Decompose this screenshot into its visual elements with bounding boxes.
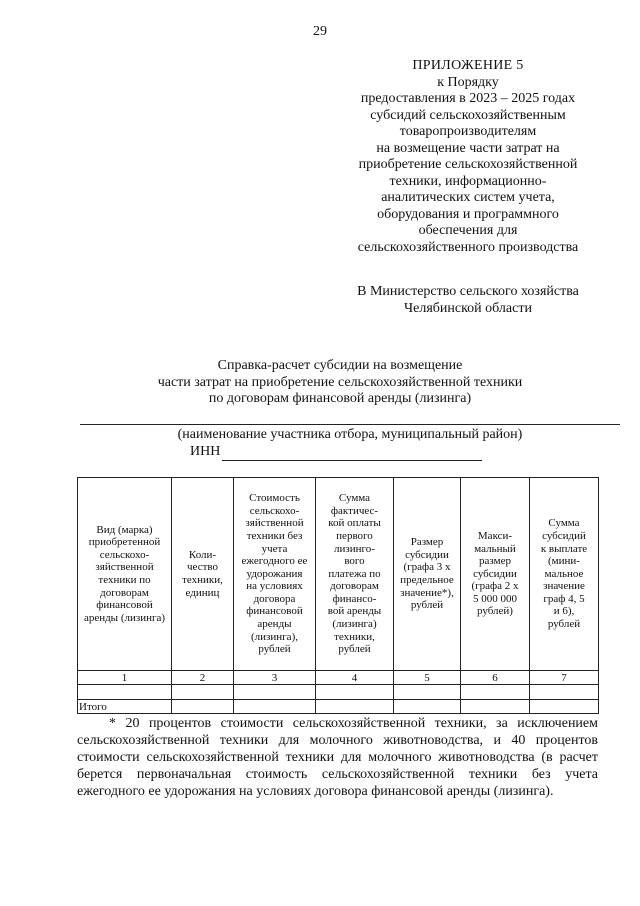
column-number: 3 [234, 671, 316, 685]
header-line: техники без [246, 529, 303, 542]
header-line: субсидии [405, 548, 449, 561]
document-title [60, 358, 620, 408]
document-title-line: части затрат на приобретение сельскохозяйственной техники [157, 374, 523, 390]
header-line: финансовой [96, 599, 153, 612]
column-number: 5 [394, 671, 461, 685]
table-cell [234, 700, 316, 714]
header-line: лизинго- [334, 542, 375, 555]
table-header-row [78, 478, 599, 671]
footnote [77, 715, 598, 800]
header-line: договорам [330, 580, 379, 593]
appendix-line: аналитических систем учета, [381, 190, 555, 205]
page-number: 29 [313, 24, 327, 39]
header-line: договорам [100, 586, 149, 599]
header-line: вого [344, 555, 365, 568]
document-title-line: по договорам финансовой аренды (лизинга) [208, 391, 472, 406]
subsidy-calculation-table [77, 477, 599, 714]
header-line: техники, [334, 630, 375, 643]
appendix-line: к Порядку [437, 74, 499, 90]
document-title-line: Справка-расчет субсидии на возмещение [217, 358, 463, 373]
column-number-row [78, 671, 599, 685]
table-cell [316, 685, 394, 700]
table-row [78, 685, 599, 700]
header-line: (графа 3 х [403, 561, 451, 574]
header-cell [394, 478, 461, 671]
header-line: финансо- [332, 592, 377, 605]
header-line: Макси- [477, 529, 513, 542]
table-cell [316, 700, 394, 714]
header-line: зяйственной [95, 561, 154, 574]
header-line: рублей [338, 643, 371, 656]
header-line: размер [479, 555, 511, 568]
header-line: и 6), [553, 605, 575, 618]
total-row [78, 700, 599, 714]
header-line: (графа 2 х [471, 580, 519, 593]
table-cell [234, 685, 316, 700]
inn-label: ИНН [190, 444, 221, 459]
header-line: (лизинга), [251, 630, 298, 643]
header-line: аренды (лизинга) [83, 611, 166, 624]
header-line: единиц [185, 586, 220, 599]
appendix-line: оборудования и программного [377, 206, 559, 222]
appendix-title: ПРИЛОЖЕНИЕ 5 [412, 58, 524, 73]
header-line: значение*), [400, 586, 454, 599]
header-line: Размер [410, 536, 444, 549]
table-cell [530, 685, 599, 700]
header-line: рублей) [477, 605, 513, 618]
header-line: финансовой [246, 605, 303, 618]
appendix-line: на возмещение части затрат на [376, 140, 560, 156]
header-line: рублей [547, 618, 581, 631]
header-line: Вид (марка) [96, 523, 153, 536]
table-cell [78, 685, 172, 700]
header-line: Сумма [548, 517, 580, 530]
header-line: граф 4, 5 [543, 592, 585, 605]
header-line: фактичес- [330, 504, 379, 517]
header-line: вой аренды [327, 605, 382, 618]
header-line: приобретенной [88, 536, 161, 549]
appendix-header [318, 58, 618, 256]
footnote-text: * 20 процентов стоимости сельскохозяйственной техники, за исключением сельскохозяйственной техники для молочного животноводства, и 40 процентов стоимости сельскохозяйственной техники для молочного животноводства (в расчет берется первоначальная стоимость сельскохозяйственной техники без учета ежегодного ее удорожания на условиях договора финансовой аренды (лизинга). [77, 716, 598, 799]
table-cell [394, 700, 461, 714]
appendix-line: приобретение сельскохозяйственной [358, 157, 578, 172]
header-line: предельное [400, 574, 454, 586]
appendix-line: сельскохозяйственного производства [357, 239, 579, 255]
total-label: Итого [78, 700, 172, 714]
header-line: к выплате [540, 542, 588, 555]
appendix-line: техники, информационно- [389, 173, 547, 189]
table-cell [461, 700, 530, 714]
header-line: техники, [182, 574, 223, 586]
table-cell [394, 685, 461, 700]
header-line: удорожания [246, 567, 303, 580]
header-line: платежа по [328, 567, 381, 580]
table-cell [461, 685, 530, 700]
header-cell [234, 478, 316, 671]
column-number: 1 [78, 671, 172, 685]
header-line: значение [543, 580, 585, 593]
header-line: субсидий [542, 529, 586, 542]
header-line: кой оплаты [328, 517, 381, 530]
header-line: на условиях [246, 580, 303, 593]
header-line: договора [253, 592, 296, 605]
header-cell [172, 478, 234, 671]
header-line: (мини- [548, 555, 580, 568]
header-line: мальное [544, 567, 584, 580]
table-cell [172, 685, 234, 700]
header-line: субсидии [473, 567, 517, 580]
header-line: сельскохо- [99, 548, 150, 561]
header-cell [530, 478, 599, 671]
header-line: Сумма [338, 492, 371, 505]
column-number: 6 [461, 671, 530, 685]
column-number: 2 [172, 671, 234, 685]
header-line: 5 000 000 [473, 592, 517, 605]
inn-line [222, 460, 482, 461]
header-line: рублей [410, 599, 444, 612]
header-line: чество [187, 561, 218, 574]
header-line: зяйственной [245, 517, 304, 530]
recipient-block [318, 284, 618, 317]
appendix-line: обеспечения для [418, 223, 518, 238]
header-line: техники по [98, 574, 151, 586]
column-number: 7 [530, 671, 599, 685]
header-line: рублей [258, 643, 291, 656]
appendix-line: предоставления в 2023 – 2025 годах [360, 91, 576, 106]
header-line: учета [261, 542, 288, 555]
participant-name-line [80, 424, 620, 425]
header-cell [78, 478, 172, 671]
header-line: Коли- [188, 548, 217, 561]
header-line: аренды [257, 618, 292, 631]
header-line: мальный [474, 542, 516, 555]
column-number: 4 [316, 671, 394, 685]
header-line: ежегодного ее [241, 555, 308, 568]
header-line: (лизинга) [332, 618, 377, 631]
participant-caption: (наименование участника отбора, муниципальный район) [177, 427, 523, 442]
recipient-line: В Министерство сельского хозяйства [357, 284, 579, 299]
table-cell [530, 700, 599, 714]
recipient-line: Челябинской области [404, 300, 532, 316]
table-cell [172, 700, 234, 714]
appendix-line: товаропроизводителям [399, 124, 537, 139]
appendix-line: субсидий сельскохозяйственным [370, 107, 566, 123]
header-line: сельскохо- [249, 504, 300, 517]
header-line: первого [336, 529, 373, 542]
header-line: Стоимость [249, 492, 300, 505]
header-cell [461, 478, 530, 671]
header-cell [316, 478, 394, 671]
